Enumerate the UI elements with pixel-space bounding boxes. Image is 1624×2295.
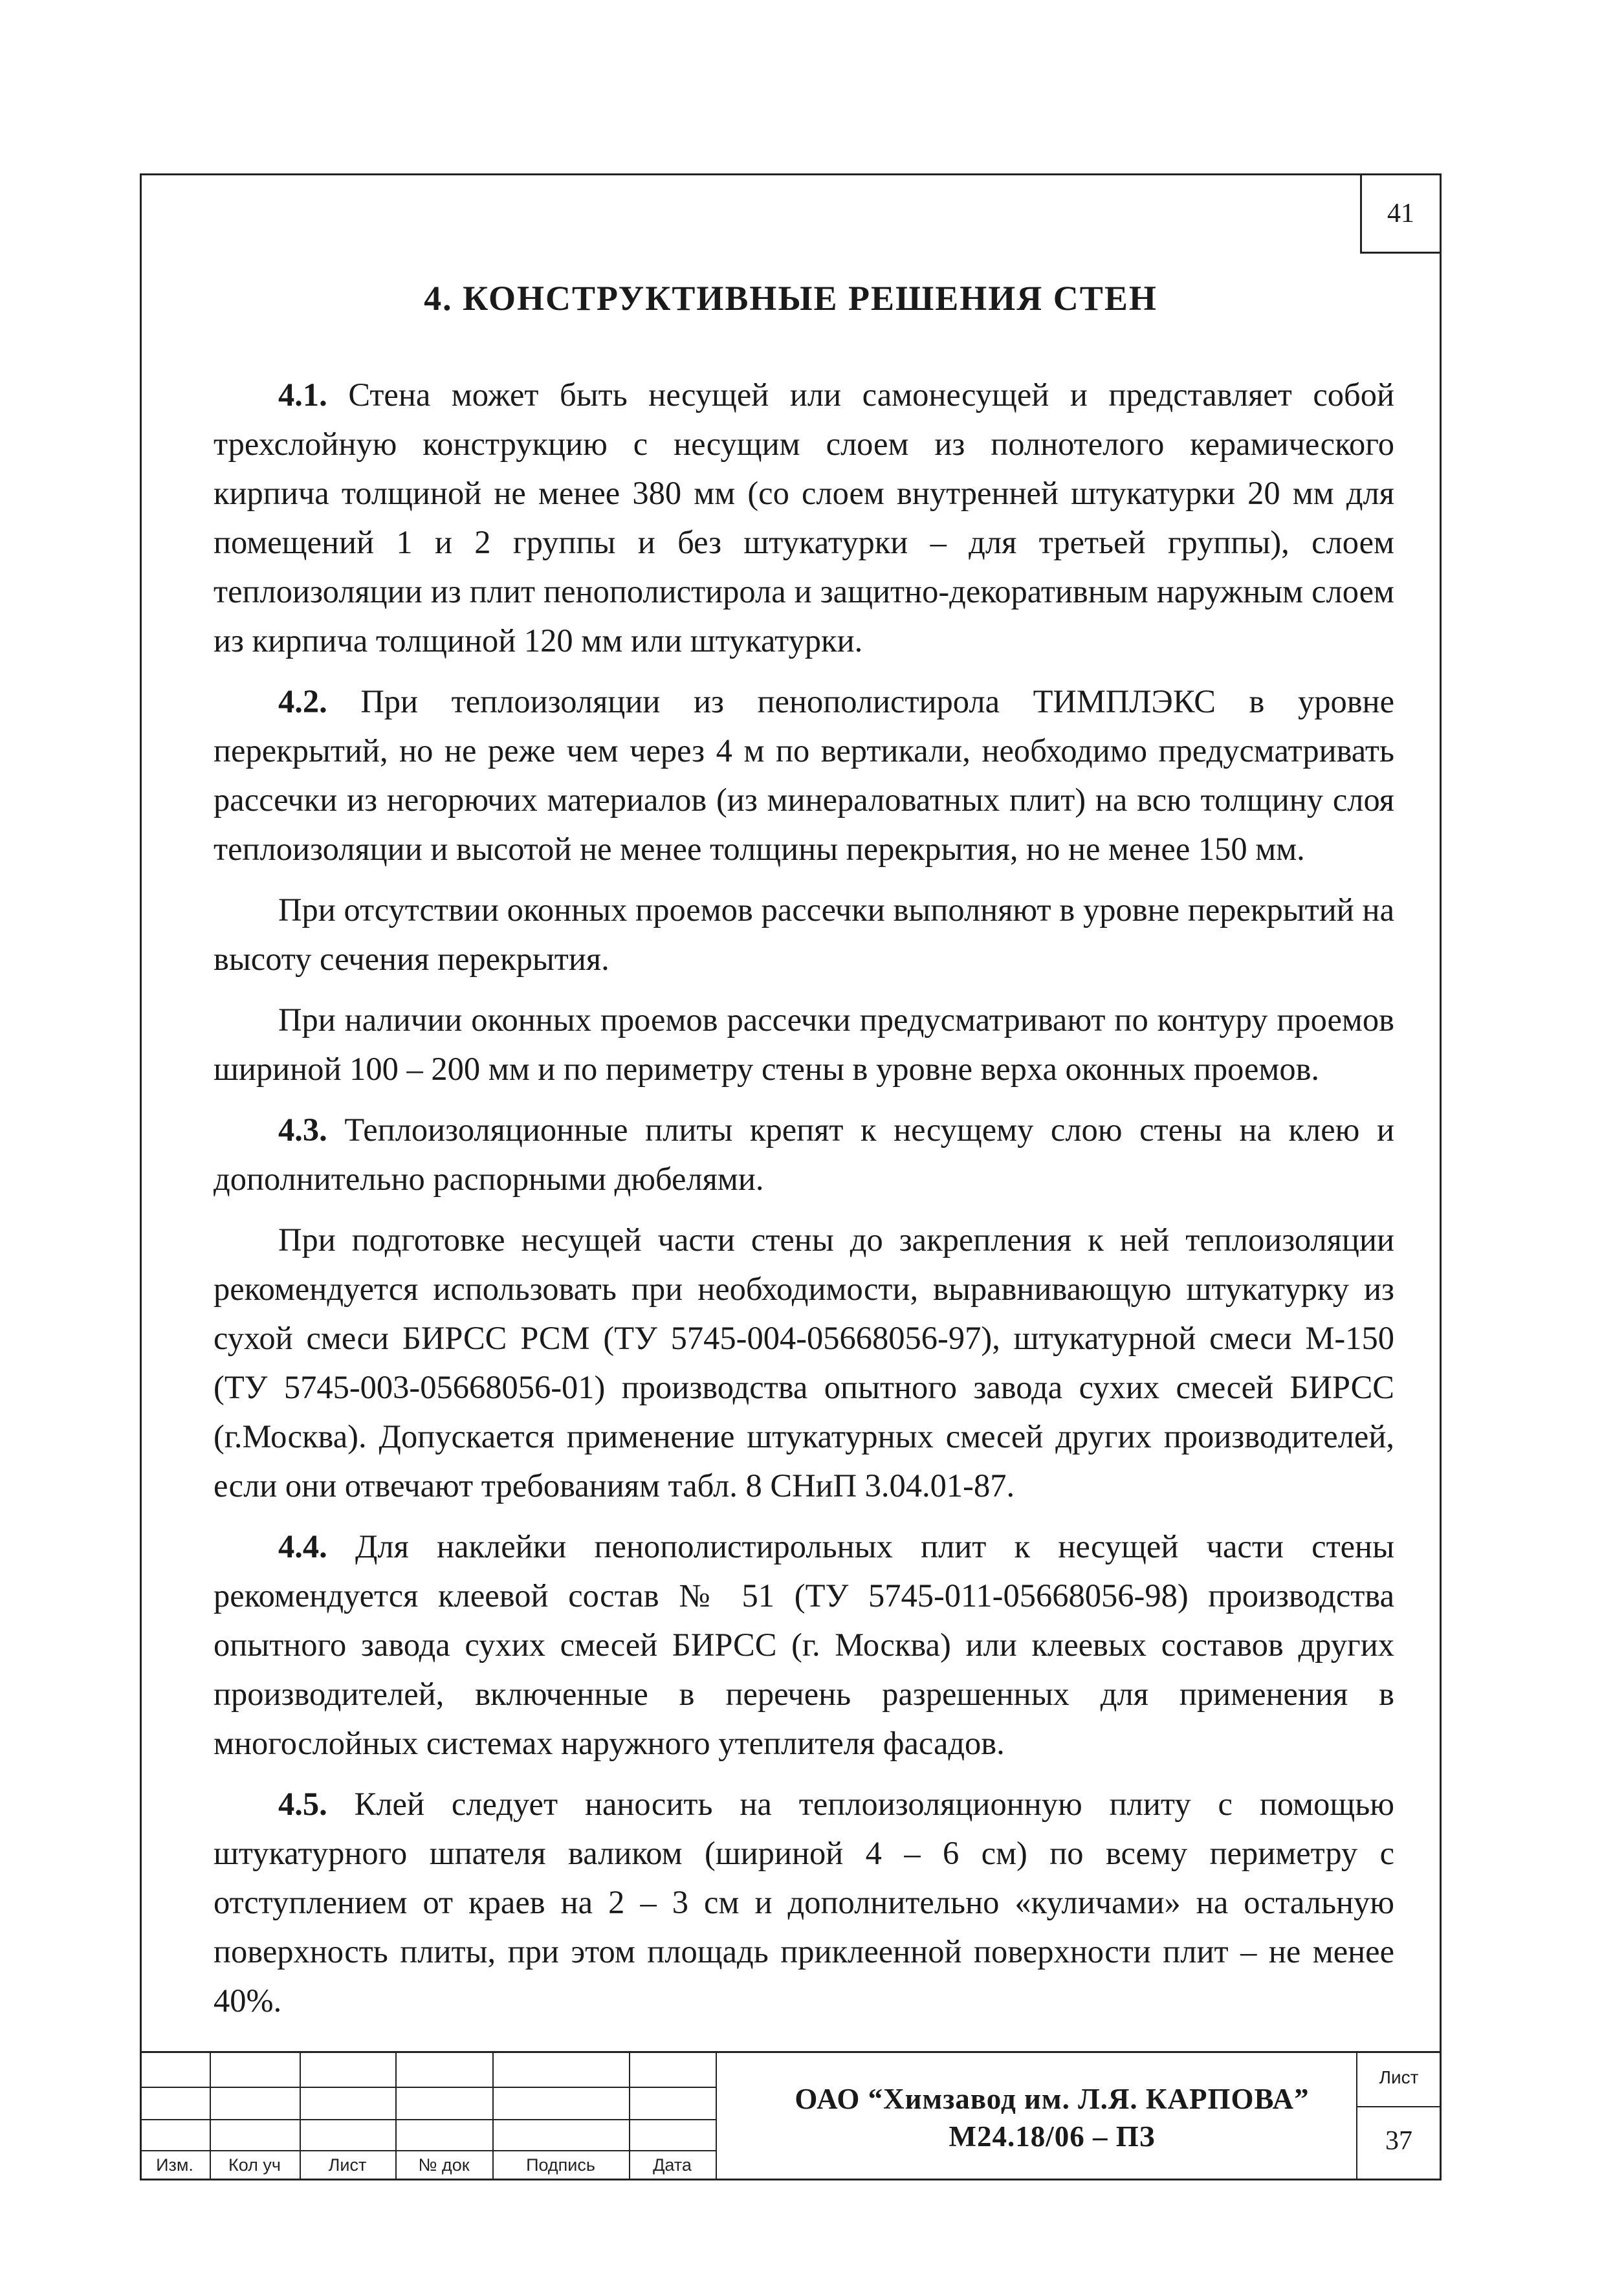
paragraph-number: 4.3. <box>278 1112 327 1148</box>
paragraph-4-3 <box>214 1105 1394 1203</box>
grid-line <box>140 2119 716 2120</box>
paragraph-text: При теплоизоляции из пенополистирола ТИМПЛЭКС в уровне перекрытий, но не реже чем через 4 м по вертикали, необходимо предусматривать рассечки из негорючих материалов (из минераловатных плит) на всю толщину слоя теплоизоляции и высотой не менее толщины перекрытия, но не менее 150 мм. <box>214 683 1395 867</box>
grid-line <box>716 2053 717 2180</box>
body-text <box>214 370 1394 2025</box>
grid-line <box>140 2087 716 2088</box>
col-label-date: Дата <box>653 2155 692 2175</box>
paragraph-text: Клей следует наносить на теплоизоляционную плиту с помощью штукатурного шпателя валиком (шириной 4 – 6 см) по всему периметру с отступлением от краев на 2 – 3 см и дополнительно «куличами» на остальную поверхность плиты, при этом площадь приклеенной поверхности плит – не менее 40%. <box>214 1786 1394 2019</box>
paragraph-text: При наличии оконных проемов рассечки предусматривают по контуру проемов шириной 100 – 200 мм и по периметру стены в уровне верха оконных проемов. <box>214 1002 1394 1087</box>
document-code: М24.18/06 – ПЗ <box>949 2120 1156 2153</box>
paragraph-number: 4.2. <box>278 683 327 719</box>
paragraph-number: 4.1. <box>278 377 327 413</box>
sheet-number: 37 <box>1385 2126 1412 2156</box>
paragraph <box>214 1215 1394 1510</box>
paragraph-number: 4.4. <box>278 1528 327 1565</box>
paragraph-text: Теплоизоляционные плиты крепят к несущему слою стены на клею и дополнительно распорными дюбелями. <box>214 1112 1395 1197</box>
col-label-list: Лист <box>328 2155 367 2175</box>
paragraph-4-2 <box>214 677 1394 873</box>
paragraph-4-5 <box>214 1779 1394 2025</box>
organization-block <box>729 2080 1376 2155</box>
section-title: 4. КОНСТРУКТИВНЫЕ РЕШЕНИЯ СТЕН <box>424 279 1158 318</box>
title-block <box>140 2051 1442 2180</box>
paragraph-text: Для наклейки пенополистирольных плит к несущей части стены рекомендуется клеевой состав № 51 (ТУ 5745-011-05668056-98) производства опытного завода сухих смесей БИРСС (г. Москва) или клеевых составов других производителей, включенные в перечень разрешенных для применения в многослойных системах наружного утеплителя фасадов. <box>214 1528 1395 1761</box>
paragraph-4-1 <box>214 370 1394 665</box>
organization-name: ОАО “Химзавод им. Л.Я. КАРПОВА” <box>795 2083 1310 2115</box>
paragraph <box>214 885 1394 983</box>
col-label-signature: Подпись <box>526 2155 595 2175</box>
grid-line <box>140 2150 716 2151</box>
col-label-izm: Изм. <box>156 2155 193 2175</box>
paragraph-text: При отсутствии оконных проемов рассечки выполняют в уровне перекрытий на высоту сечения перекрытия. <box>214 892 1394 977</box>
top-page-number: 41 <box>1360 173 1442 254</box>
paragraph-4-4 <box>214 1522 1394 1768</box>
paragraph-text: Стена может быть несущей или самонесущей и представляет собой трехслойную конструкцию с несущим слоем из полнотелого керамического кирпича толщиной не менее 380 мм (со слоем внутренней штукатурки 20 мм для помещений 1 и 2 группы и без штукатурки – для третьей группы), слоем теплоизоляции из плит пенополистирола и защитно-декоративным наружным слоем из кирпича толщиной 120 мм или штукатурки. <box>214 377 1394 659</box>
paragraph-number: 4.5. <box>278 1786 327 1822</box>
col-label-doc-number: № док <box>418 2155 470 2175</box>
paragraph <box>214 995 1394 1093</box>
col-label-kol-uch: Кол уч <box>228 2155 281 2175</box>
sheet-label: Лист <box>1379 2067 1419 2087</box>
paragraph-text: При подготовке несущей части стены до закрепления к ней теплоизоляции рекомендуется использовать при необходимости, выравнивающую штукатурку из сухой смеси БИРСС РСМ (ТУ 5745-004-05668056-97), штукатурной смеси М-150 (ТУ 5745-003-05668056-01) производства опытного завода сухих смесей БИРСС (г.Москва). Допускается применение штукатурных смесей других производителей, если они отвечают требованиям табл. 8 СНиП 3.04.01-87. <box>214 1222 1394 1504</box>
